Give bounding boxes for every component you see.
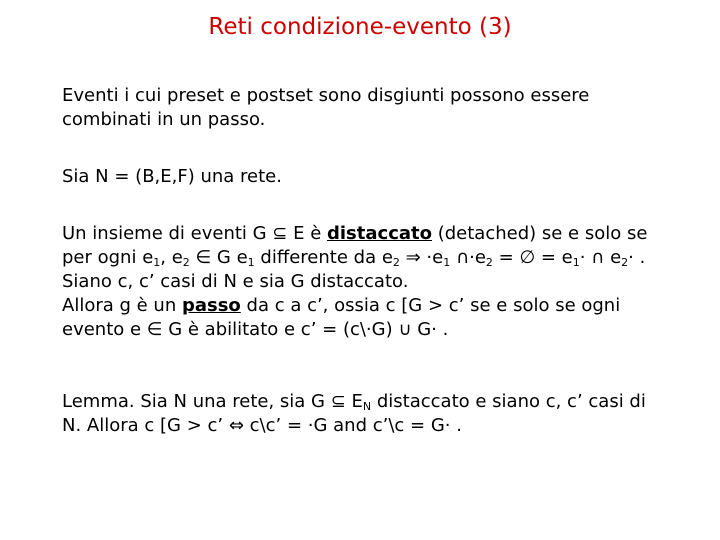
paragraph-detached-definition bbox=[62, 222, 662, 342]
term-passo: passo bbox=[181, 295, 241, 316]
paragraph-intro bbox=[62, 84, 662, 132]
definition-line-2: per ogni $e_1$, $e_2$ ∈ G $e_1$ differente da $e_2$ ⇒ $\cdot e_1$ $\cap\cdot e_2$ = ∅ = $e_1\cdot$ ∩ $e_2\cdot$ . bbox=[62, 247, 646, 269]
lemma-line-2: N. Allora c [G > c’ ⇔ c\c’ = ·G and c’\c = G· . bbox=[62, 415, 462, 436]
paragraph-net-definition bbox=[62, 165, 662, 189]
term-distaccato: distaccato bbox=[327, 223, 432, 244]
slide-title: Reti condizione-evento (3) bbox=[208, 14, 512, 40]
definition-line-1: Un insieme di eventi G ⊆ E è distaccato (detached) se e solo se bbox=[62, 223, 648, 244]
paragraph-lemma bbox=[62, 390, 662, 438]
lemma-line-1: Lemma. Sia N una rete, sia G ⊆ $E_N$ distaccato e siano c, c’ casi di bbox=[62, 391, 646, 413]
definition-line-3: Siano c, c’ casi di N e sia G distaccato. bbox=[62, 271, 409, 292]
definition-line-5: evento e ∈ G è abilitato e c’ = (c\·G) ∪ G· . bbox=[62, 319, 449, 340]
paragraph-line: Eventi i cui preset e postset sono disgiunti possono essere bbox=[62, 85, 590, 106]
paragraph-line: combinati in un passo. bbox=[62, 109, 266, 130]
paragraph-line: Sia N = (B,E,F) una rete. bbox=[62, 166, 282, 187]
definition-line-4: Allora g è un passo da c a c’, ossia c [G > c’ se e solo se ogni bbox=[62, 295, 621, 316]
